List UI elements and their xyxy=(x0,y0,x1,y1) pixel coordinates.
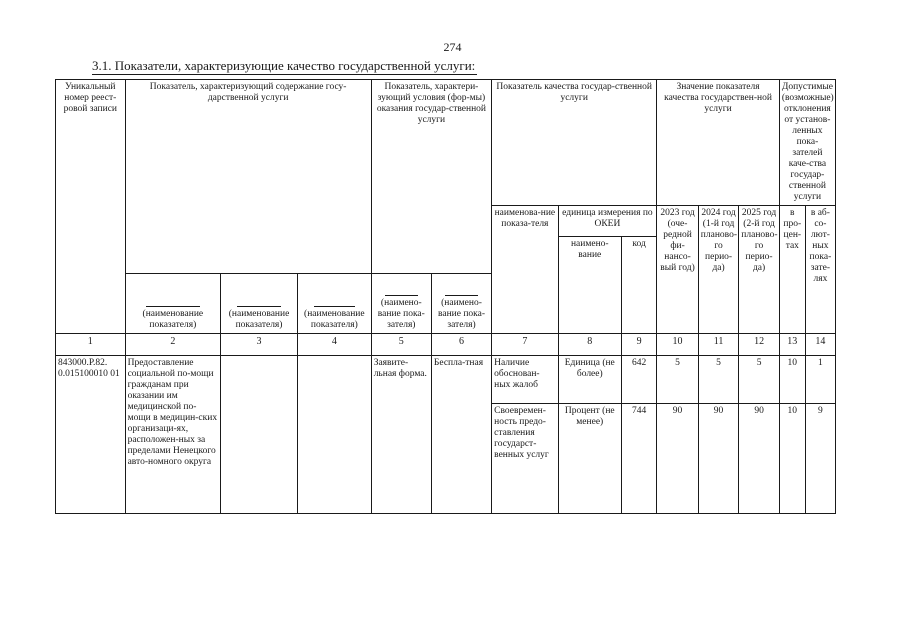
header-deviation-absolute: в аб-со-лют-ных пока-зате-лях xyxy=(805,206,835,334)
header-indicator-name: наименова-ние показа-теля xyxy=(492,206,558,334)
header-content-group: Показатель, характеризующий содержание госу-дарственной услуги xyxy=(125,80,371,274)
column-number: 1 xyxy=(56,334,126,356)
header-year-2025: 2025 год (2-й год планово-го перио-да) xyxy=(739,206,780,334)
table-row xyxy=(56,356,836,404)
okei-code: 744 xyxy=(621,404,656,514)
deviation-percent: 10 xyxy=(779,356,805,404)
column-number: 11 xyxy=(698,334,739,356)
deviation-absolute: 1 xyxy=(805,356,835,404)
column-number: 3 xyxy=(221,334,298,356)
header-reg-number: Уникальный номер реест-ровой записи xyxy=(56,80,126,334)
header-year-2023: 2023 год (оче-редной фи-нансо-вый год) xyxy=(657,206,699,334)
column-number: 10 xyxy=(657,334,699,356)
header-content-sub-1: (наименование показателя) xyxy=(125,274,221,334)
okei-unit-name: Процент (не менее) xyxy=(558,404,621,514)
header-deviation-percent: в про-цен-тах xyxy=(779,206,805,334)
header-year-2024: 2024 год (1-й год планово-го перио-да) xyxy=(698,206,739,334)
header-row-groups xyxy=(56,80,836,206)
okei-code: 642 xyxy=(621,356,656,404)
header-conditions-group: Показатель, характери-зующий условия (фор-мы) оказания государ-ственной услуги xyxy=(371,80,491,274)
condition-indicator-1: Заявите-льная форма. xyxy=(371,356,431,514)
column-number: 8 xyxy=(558,334,621,356)
column-number: 7 xyxy=(492,334,558,356)
deviation-absolute: 9 xyxy=(805,404,835,514)
value-2025: 5 xyxy=(739,356,780,404)
value-2024: 90 xyxy=(698,404,739,514)
okei-unit-name: Единица (не более) xyxy=(558,356,621,404)
column-number: 5 xyxy=(371,334,431,356)
column-number: 6 xyxy=(431,334,491,356)
header-quality-group: Показатель качества государ-ственной услуги xyxy=(492,80,657,206)
header-condition-sub-1: (наимено-вание пока-зателя) xyxy=(371,274,431,334)
deviation-percent: 10 xyxy=(779,404,805,514)
condition-indicator-2: Беспла-тная xyxy=(431,356,491,514)
quality-indicator-name: Своевремен-ность предо-ставления государст-венных услуг xyxy=(492,404,558,514)
value-2024: 5 xyxy=(698,356,739,404)
column-number: 9 xyxy=(621,334,656,356)
column-number: 12 xyxy=(739,334,780,356)
content-indicator-3 xyxy=(297,356,371,514)
header-okei-unit: единица измерения по ОКЕИ xyxy=(558,206,657,237)
section-title: 3.1. Показатели, характеризующие качество государственной услуги: xyxy=(92,58,476,73)
header-content-sub-2: (наименование показателя) xyxy=(221,274,298,334)
column-numbers-row xyxy=(56,334,836,356)
value-2023: 90 xyxy=(657,404,699,514)
column-number: 4 xyxy=(297,334,371,356)
title-underline xyxy=(92,74,477,75)
header-condition-sub-2: (наимено-вание пока-зателя) xyxy=(431,274,491,334)
quality-indicators-table xyxy=(55,79,836,514)
column-number: 14 xyxy=(805,334,835,356)
content-indicator-1: Предоставление социальной по-мощи гражданам при оказании им медицинской по-мощи в медицин-ских организаци-ях, расположен-ных за пределами Ненецкого авто-номного округа xyxy=(125,356,221,514)
value-2025: 90 xyxy=(739,404,780,514)
registry-number: 843000.Р.82. 0.015100010 01 xyxy=(56,356,126,514)
quality-indicator-name: Наличие обоснован-ных жалоб xyxy=(492,356,558,404)
column-number: 13 xyxy=(779,334,805,356)
column-number: 2 xyxy=(125,334,221,356)
header-content-sub-3: (наименование показателя) xyxy=(297,274,371,334)
content-indicator-2 xyxy=(221,356,298,514)
header-value-group: Значение показателя качества государствен-ной услуги xyxy=(657,80,780,206)
header-okei-code: код xyxy=(621,237,656,334)
value-2023: 5 xyxy=(657,356,699,404)
page-number: 274 xyxy=(443,40,462,54)
header-okei-name: наимено-вание xyxy=(558,237,621,334)
header-deviation-group: Допустимые (возможные) отклонения от установ-ленных пока-зателей каче-ства государ-ственной услуги xyxy=(779,80,835,206)
